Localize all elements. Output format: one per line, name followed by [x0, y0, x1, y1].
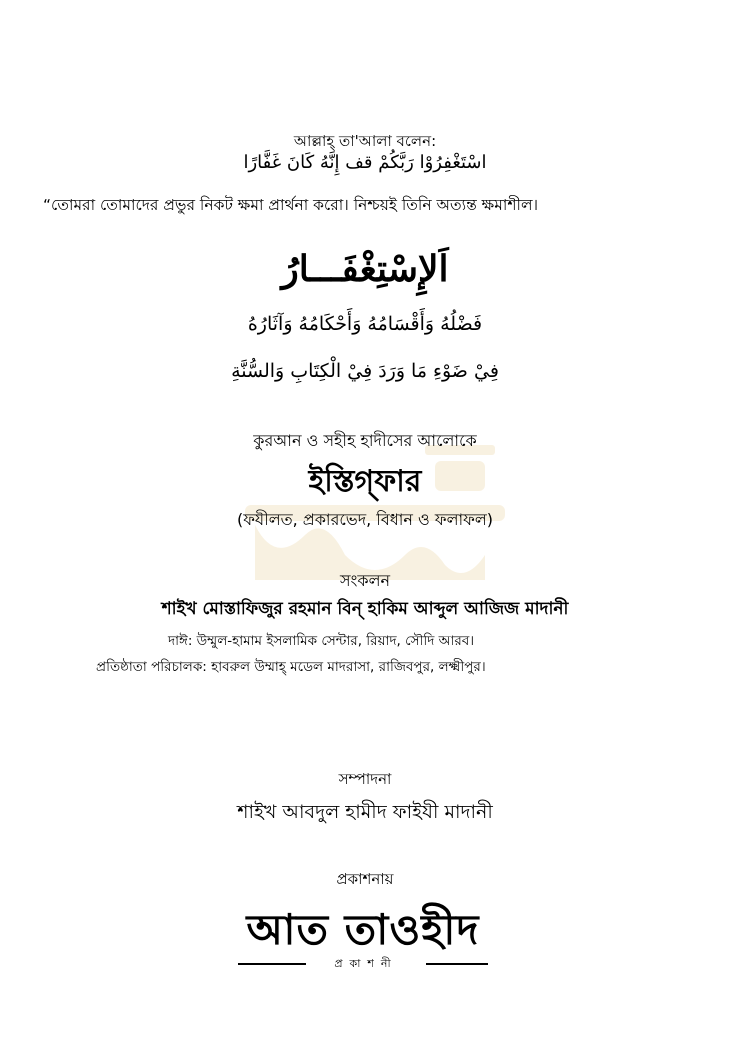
editor-name: শাইখ আবদুল হামীদ ফাইযী মাদানী	[237, 801, 493, 823]
publisher-logo-name: আত তাওহীদ	[246, 905, 480, 954]
publisher-logo-tagline: প্রকাশনী	[334, 957, 398, 970]
publisher-label: প্রকাশনায়	[336, 870, 394, 888]
arabic-subtitle-1: فَضْلُهُ وَأَقْسَامُهُ وَأَحْكَامُهُ وَآثَارُهُ	[247, 313, 483, 335]
intro-line: আল্লাহ্‌ তা'আলা বলেন:	[293, 132, 437, 150]
author-detail: প্রতিষ্ঠাতা পরিচালক: হাবরুল উম্মাহ্‌ মডেল মাদরাসা, রাজিবপুর, লক্ষ্মীপুর।	[96, 659, 486, 675]
title-lead: কুরআন ও সহীহ হাদীসের আলোকে	[253, 431, 477, 450]
author-name: শাইখ মোস্তাফিজুর রহমান বিন্‌ হাকিম আব্দুল আজিজ মাদানী	[161, 599, 569, 619]
arabic-subtitle-2: فِيْ ضَوْءِ مَا وَرَدَ فِيْ الْكِتَابِ وَالسُّنَّةِ	[231, 360, 499, 382]
editor-label: সম্পাদনা	[338, 770, 392, 788]
author-detail: দাঈ: উম্মুল-হামাম ইসলামিক সেন্টার, রিয়াদ, সৌদি আরব।	[168, 633, 475, 649]
ayah-meaning: “তোমরা তোমাদের প্রভুর নিকট ক্ষমা প্রার্থনা করো। নিশ্চয়ই তিনি অত্যন্ত ক্ষমাশীল।	[43, 196, 539, 214]
quran-ayah: اسْتَغْفِرُوْا رَبَّكُمْ قف إِنَّهُ كَانَ غَفَّارًا	[243, 152, 487, 173]
compiled-label: সংকলন	[339, 571, 391, 590]
logo-rule-left	[238, 963, 306, 965]
book-subtitle: (ফযীলত, প্রকারভেদ, বিধান ও ফলাফল)	[236, 510, 494, 529]
logo-rule-right	[426, 963, 488, 965]
arabic-title: اَلإِسْتِغْفَـــارُ	[281, 248, 449, 290]
publisher-logo	[228, 905, 498, 977]
book-title: ইস্তিগ্‌ফার	[308, 464, 422, 499]
